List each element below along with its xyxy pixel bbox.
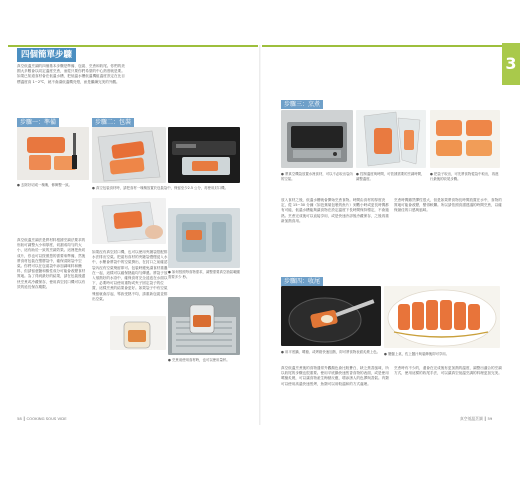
left-body-text-col2: 如果沒有真空封口機，也可以使用夾鏈袋搭配排水法排出空氣。把裝有食材的夾鏈袋慢慢浸入水中，水壓會將袋中的空氣擠出，在封口之前確認袋內沒有空氣殘留即可。包裝時避免讓食材重疊在一起，這樣可以確保熱能均勻傳遞。將袋子放入預熱好的水浴中，確保食材完全浸泡在水面以下，必要時可以使用重物或夾子固定袋子的位置，這樣烹煮的結果會更好。如果袋子中有空氣殘留就會浮起，導致受熱不均，請重新包裝並排出空氣。 (92, 250, 168, 301)
left-folio: 58 ┃ COOKING SOUS VIDE (17, 416, 67, 421)
step2a-caption: ● 真空包裝食材時，請把食材一塊塊放置於包裝袋中，保留至少2.5 公分，再使用封口機。 (92, 186, 228, 190)
step3-photo-cooked-salmon (430, 110, 500, 168)
step1-photo-fish-cutting (17, 127, 89, 180)
top-accent-bar-right (262, 45, 512, 47)
step2-photo-hand-bag (92, 198, 166, 244)
step2c-caption: ● 烹煮前使用食材時，也可以使用量杯。 (168, 358, 230, 362)
step3c-caption: ● 把袋子取出，可先將食物從袋中取出，再進行最後的收尾步驟。 (430, 172, 499, 181)
cook-text: 放入食材之後，低溫水槽就會開始烹煮食物。時間由食材的厚度決定，從 15~30 分鐘（如芭蕉葉包裹的魚片）到數小時或更長時間都有可能，低溫水槽能夠讓食物在設定溫度下長時間保持穩定，不會過熟。烹煮完成後可以直接享用，或是快速冷卻後冷藏保存，之後再重新加熱食用。 (281, 198, 389, 223)
cook-text-2: 烹煮時間雖然彈性很大，但是如果將食物長時間放置在水中，食物的質地可能會改變，變得軟爛。所以請依照食譜建議的時間烹煮，以確保最佳的口感與風味。 (394, 198, 502, 213)
step3-photo-bag-in-water (356, 110, 426, 168)
step2-photo-vacuum-sealer (168, 127, 240, 183)
finish-text-2: 烹煮時有不少的，還會在完成後有更加熱的溫度，調整出適合的烹調方式，使用這樣的收尾手法，可以讓真空低溫烹調的料理更加完美。 (394, 366, 502, 376)
step4-label: 步驟四：收尾 (281, 277, 323, 286)
step1-label: 步驟一：準備 (17, 118, 59, 127)
step3b-caption: ● 控制溫度與時間，可依據需要的烹調時間，調整溫度。 (356, 172, 425, 181)
step2-photo-measuring-cup (168, 297, 240, 355)
step3-label: 步驟三：烹煮 (281, 100, 323, 109)
step4b-caption: ● 擺盤上桌，佐上醬汁與裝飾後即可享用。 (384, 352, 450, 356)
step4-photo-plated-salmon (384, 286, 500, 348)
step2-photo-water-bath (168, 208, 240, 268)
page-title: 四個簡單步驟 (17, 48, 76, 62)
step4-photo-pan-searing (281, 286, 381, 346)
step3a-caption: ● 將真空機袋放置水裡食材，可以不必取出袋內的空氣。 (281, 172, 353, 181)
chapter-tab: 3 (502, 43, 520, 85)
step2-label: 步驟二：包裝 (92, 118, 134, 127)
step2-photo-bagging (92, 127, 166, 183)
right-folio: 真空低溫烹調 ┃ 59 (460, 416, 493, 421)
step2-photo-jar (110, 316, 166, 350)
step1-caption: ● 去除好切成一塊塊，修飾整一致。 (17, 183, 72, 187)
finish-text: 真空低溫烹煮後的食物通常外觀顏色會比較蒼白，缺乏焦香風味，所以收尾的步驟也很重要。使用平底鍋快速煎香食物的表面，或是使用噴槍炙燒，可以讓食物產生梅納反應，增添誘人的色澤與香氣。肉類可以使用高溫快速煎烤，魚類可以用較溫和的方式處理。 (281, 366, 389, 386)
book-gutter (259, 45, 261, 425)
step3-photo-water-oven (281, 110, 353, 168)
step2b-caption: ● 如何按照每食物需求，調整需要真空抽氣範圍需要多少 秒。 (168, 270, 240, 279)
top-accent-bar (8, 45, 258, 47)
left-body-text-col1: 真空低溫烹調法是將材料根據烹調法要求的形狀可調整大小和厚度，切割成均勻的大小，這有助於一致的烹調效果。這裡把魚切成片，你也可以按照您的需要來準備，然後將食材包裝在塑膠袋中，確保清除袋中空氣。你們可以在包裝袋中添加調味料和醃料，但請留意鹽和酸性成分可能會改變食材質地。為了得到最好的結果，請在包裝後盡快烹煮或冷藏保存，使用真空封口機可以有效的延長保存期限。 (17, 238, 86, 289)
intro-text: 真空低溫烹調的四個基本步驟是準備、包裝、烹煮和收尾。你們的美國大多數會以同定溫度烹煮，而從只要你們希望的中心熟度就是要。如果已知道食材會在低溫水槽，把低溫水槽低溫機組溫度設定在比目標溫度高 1~2℃，就不會讓低溫機亮燈，而是繼續完美的外觀。 (17, 64, 125, 84)
step4a-caption: ● 用平底鍋、噴槍、或烤箱快速加熱，即可將食物表面炙燒上色。 (281, 350, 380, 354)
